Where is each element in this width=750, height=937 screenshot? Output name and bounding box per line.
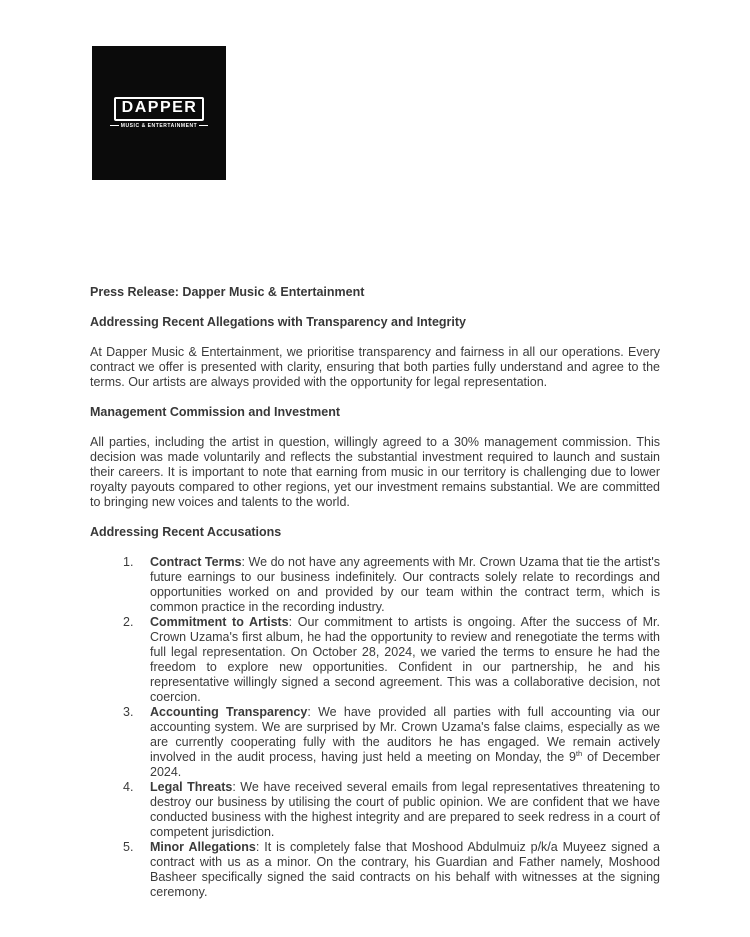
tagline-left-rule bbox=[110, 125, 119, 126]
list-item bbox=[123, 615, 660, 705]
list-item bbox=[123, 840, 660, 900]
dapper-logo bbox=[92, 46, 226, 180]
list-item-number: 5. bbox=[123, 840, 134, 854]
accusations-list bbox=[90, 555, 660, 900]
document-subtitle: Addressing Recent Allegations with Transparency and Integrity bbox=[90, 315, 467, 329]
intro-paragraph: At Dapper Music & Entertainment, we prioritise transparency and fairness in all our operations. Every contract we offer is presented with clarity, ensuring that both parties fully understand and agree to the terms. Our artists are always provided with the opportunity for legal representation. bbox=[90, 345, 660, 389]
tagline-right-rule bbox=[199, 125, 208, 126]
press-release-document bbox=[90, 285, 660, 900]
section-heading-accusations: Addressing Recent Accusations bbox=[90, 525, 282, 539]
list-item-term: Minor Allegations bbox=[150, 840, 256, 854]
management-commission-paragraph: All parties, including the artist in question, willingly agreed to a 30% management commission. This decision was made voluntarily and reflects the substantial investment required to launch and sustain their careers. It is important to note that earning from music in our territory is challenging due to lower royalty payouts compared to other regions, yet our investment remains substantial. We are committed to bringing new voices and talents to the world. bbox=[90, 435, 660, 509]
list-item-term: Commitment to Artists bbox=[150, 615, 289, 629]
list-item-text: Accounting Transparency: We have provided all parties with full accounting via our accounting system. We are surprised by Mr. Crown Uzama's false claims, especially as we are currently cooperating fully with the auditors he has engaged. We remain actively involved in the audit process, having just held a meeting on Monday, the 9th of December 2024. bbox=[150, 705, 660, 779]
section-heading-management-commission: Management Commission and Investment bbox=[90, 405, 341, 419]
tagline-text: MUSIC & ENTERTAINMENT bbox=[120, 122, 198, 129]
list-item-term: Legal Threats bbox=[150, 780, 233, 794]
list-item-text: Minor Allegations: It is completely false that Moshood Abdulmuiz p/k/a Muyeez signed a contract with us as a minor. On the contrary, his Guardian and Father namely, Moshood Basheer specifically signed the said contracts on his behalf with witnesses at the signing ceremony. bbox=[150, 840, 660, 899]
dapper-wordmark: DAPPER bbox=[114, 97, 205, 121]
list-item-term: Contract Terms bbox=[150, 555, 242, 569]
press-release-title: Press Release: Dapper Music & Entertainment bbox=[90, 285, 365, 299]
list-item bbox=[123, 780, 660, 840]
list-item-number: 3. bbox=[123, 705, 134, 719]
list-item-text: Legal Threats: We have received several emails from legal representatives threatening to destroy our business by utilising the court of public opinion. We are confident that we have conducted business with the highest integrity and are prepared to seek redress in a court of competent jurisdiction. bbox=[150, 780, 660, 839]
dapper-tagline bbox=[110, 123, 208, 129]
ordinal-superscript: th bbox=[575, 748, 583, 758]
list-item-number: 4. bbox=[123, 780, 134, 794]
list-item-term: Accounting Transparency bbox=[150, 705, 308, 719]
list-item-number: 1. bbox=[123, 555, 134, 569]
list-item bbox=[123, 555, 660, 615]
list-item-text: Contract Terms: We do not have any agreements with Mr. Crown Uzama that tie the artist's future earnings to our business indefinitely. Our contracts solely relate to recordings and opportunities worked on and provided by our team within the contract term, which is common practice in the recording industry. bbox=[150, 555, 660, 614]
list-item bbox=[123, 705, 660, 780]
list-item-number: 2. bbox=[123, 615, 134, 629]
list-item-text: Commitment to Artists: Our commitment to artists is ongoing. After the success of Mr. Crown Uzama's first album, he had the opportunity to review and renegotiate the terms with full legal representation. On October 28, 2024, we varied the terms to ensure he had the freedom to explore new opportunities. Confident in our partnership, he and his representative willingly signed a second agreement. This was a collaborative decision, not coercion. bbox=[150, 615, 661, 704]
